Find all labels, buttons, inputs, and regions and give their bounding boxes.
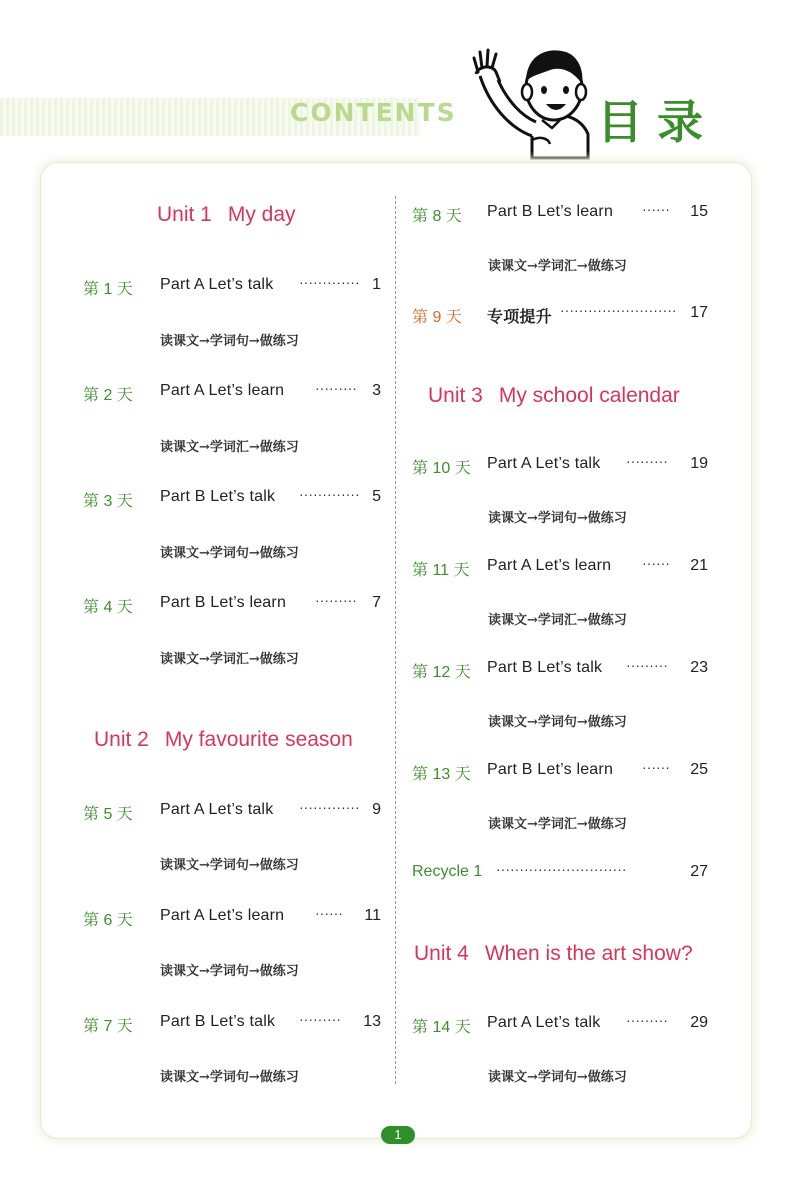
footer-page-number: 1 xyxy=(381,1126,415,1144)
leader-dots: ······ xyxy=(642,201,670,217)
unit-4-title[interactable] xyxy=(414,942,693,966)
day-label: 第 4 天 xyxy=(83,599,133,616)
entry-subtitle: 读课文→学词句→做练习 xyxy=(160,964,299,979)
unit-number: Unit 4 xyxy=(414,942,469,965)
leader-dots: ············· xyxy=(299,799,360,815)
day-label: 第 14 天 xyxy=(412,1019,471,1036)
page-number: 27 xyxy=(690,863,708,880)
toc-entry[interactable] xyxy=(412,761,708,787)
page-number: 23 xyxy=(690,659,708,676)
entry-title: Part A Let’s talk xyxy=(487,1014,601,1031)
leader-dots: ············· xyxy=(299,274,360,290)
entry-title: Part A Let’s talk xyxy=(160,276,274,293)
page-number: 7 xyxy=(372,594,381,611)
page-number: 21 xyxy=(690,557,708,574)
page-number: 15 xyxy=(690,203,708,220)
entry-subtitle: 读课文→学词汇→做练习 xyxy=(488,259,627,274)
toc-entry[interactable] xyxy=(83,382,381,408)
entry-subtitle: 读课文→学词汇→做练习 xyxy=(488,817,627,832)
day-label: 第 12 天 xyxy=(412,664,471,681)
entry-subtitle: 读课文→学词句→做练习 xyxy=(488,715,627,730)
leader-dots: ······ xyxy=(315,905,343,921)
unit-number: Unit 2 xyxy=(94,728,149,751)
page-title: 目录 xyxy=(597,95,717,149)
page-number: 13 xyxy=(363,1013,381,1030)
page-number: 29 xyxy=(690,1014,708,1031)
toc-entry[interactable] xyxy=(412,659,708,685)
entry-title: Part B Let’s talk xyxy=(160,488,276,505)
toc-entry-recycle[interactable] xyxy=(412,863,708,889)
day-label: 第 1 天 xyxy=(83,281,133,298)
entry-title: Part B Let’s learn xyxy=(487,203,614,220)
day-label: 第 2 天 xyxy=(83,387,133,404)
page-number: 5 xyxy=(372,488,381,505)
entry-title: Part B Let’s talk xyxy=(160,1013,276,1030)
unit-name: My school calendar xyxy=(498,384,680,407)
toc-entry[interactable] xyxy=(412,1014,708,1040)
entry-subtitle: 读课文→学词句→做练习 xyxy=(488,511,627,526)
leader-dots: ········· xyxy=(315,380,357,396)
leader-dots: ········· xyxy=(626,1012,668,1028)
toc-entry[interactable] xyxy=(83,907,381,933)
entry-subtitle: 读课文→学词句→做练习 xyxy=(160,334,299,349)
toc-entry[interactable] xyxy=(83,1013,381,1039)
day-label: 第 10 天 xyxy=(412,460,471,477)
leader-dots: ········· xyxy=(315,592,357,608)
unit-2-title[interactable] xyxy=(94,728,353,752)
day-label: 第 8 天 xyxy=(412,208,462,225)
column-divider xyxy=(395,196,396,1084)
entry-title: Part A Let’s learn xyxy=(160,907,285,924)
entry-subtitle: 读课文→学词句→做练习 xyxy=(160,1070,299,1085)
unit-number: Unit 1 xyxy=(157,203,212,226)
page-number: 19 xyxy=(690,455,708,472)
entry-title: Part B Let’s talk xyxy=(487,659,603,676)
boy-mascot-icon xyxy=(470,36,592,162)
day-label: 第 5 天 xyxy=(83,806,133,823)
entry-subtitle: 读课文→学词句→做练习 xyxy=(160,546,299,561)
toc-entry[interactable] xyxy=(412,557,708,583)
unit-number: Unit 3 xyxy=(428,384,483,407)
leader-dots: ······ xyxy=(642,555,670,571)
toc-entry[interactable] xyxy=(412,203,708,229)
entry-subtitle: 读课文→学词汇→做练习 xyxy=(160,440,299,455)
toc-entry[interactable] xyxy=(83,276,381,302)
contents-heading: CONTENTS xyxy=(290,98,457,127)
toc-entry[interactable] xyxy=(412,455,708,481)
toc-entry[interactable] xyxy=(83,801,381,827)
entry-title: Part A Let’s learn xyxy=(160,382,285,399)
entry-title: Part A Let’s talk xyxy=(160,801,274,818)
entry-subtitle: 读课文→学词汇→做练习 xyxy=(160,652,299,667)
day-label: 第 7 天 xyxy=(83,1018,133,1035)
leader-dots: ········· xyxy=(299,1011,341,1027)
unit-name: My day xyxy=(227,203,296,226)
entry-subtitle: 读课文→学词句→做练习 xyxy=(488,1070,627,1085)
leader-dots: ········· xyxy=(626,657,668,673)
day-label: 第 9 天 xyxy=(412,309,462,326)
page-number: 9 xyxy=(372,801,381,818)
entry-subtitle: 读课文→学词句→做练习 xyxy=(160,858,299,873)
unit-name: When is the art show? xyxy=(484,942,693,965)
page-number: 11 xyxy=(364,907,381,924)
page-number: 3 xyxy=(372,382,381,399)
leader-dots: ······ xyxy=(642,759,670,775)
page-number: 25 xyxy=(690,761,708,778)
entry-title: Part A Let’s learn xyxy=(487,557,612,574)
toc-entry[interactable] xyxy=(83,488,381,514)
unit-3-title[interactable] xyxy=(428,384,680,408)
day-label: 第 3 天 xyxy=(83,493,133,510)
leader-dots: ···························· xyxy=(496,861,627,877)
entry-subtitle: 读课文→学词汇→做练习 xyxy=(488,613,627,628)
entry-title: Part B Let’s learn xyxy=(160,594,287,611)
entry-title: Part B Let’s learn xyxy=(487,761,614,778)
day-label: Recycle 1 xyxy=(412,863,483,880)
unit-1-title[interactable] xyxy=(157,203,296,227)
leader-dots: ························· xyxy=(560,302,677,318)
day-label: 第 13 天 xyxy=(412,766,471,783)
leader-dots: ········· xyxy=(626,453,668,469)
toc-entry[interactable] xyxy=(83,594,381,620)
page-number: 17 xyxy=(690,304,708,321)
toc-entry[interactable] xyxy=(412,304,708,330)
unit-name: My favourite season xyxy=(164,728,353,751)
page-number: 1 xyxy=(372,276,381,293)
day-label: 第 6 天 xyxy=(83,912,133,929)
entry-title: 专项提升 xyxy=(487,309,552,326)
day-label: 第 11 天 xyxy=(412,562,470,579)
entry-title: Part A Let’s talk xyxy=(487,455,601,472)
leader-dots: ············· xyxy=(299,486,360,502)
